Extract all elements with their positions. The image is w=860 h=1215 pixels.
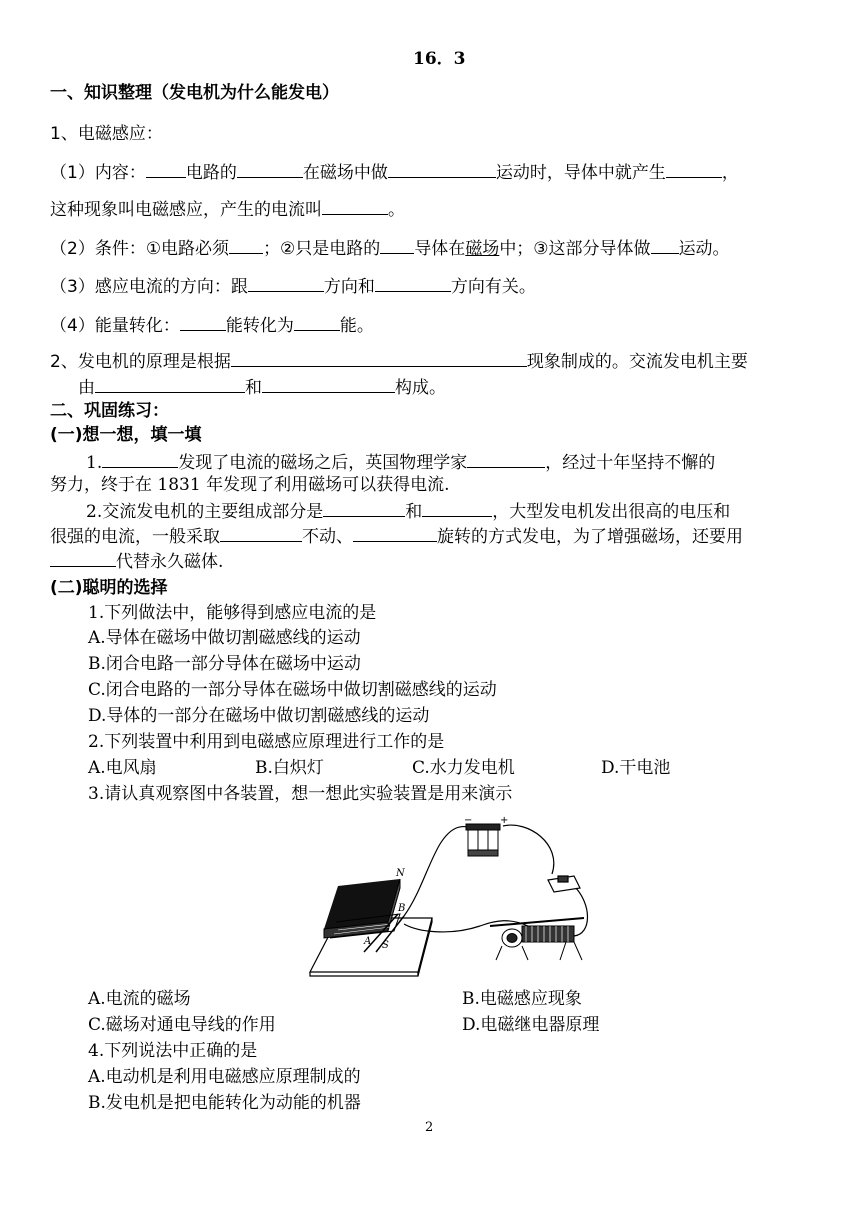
mc1-option-d: D.导体的一部分在磁场中做切割磁感线的运动 bbox=[88, 706, 430, 726]
text: 和 bbox=[245, 378, 262, 398]
blank bbox=[237, 160, 303, 178]
sub-heading-2: (二)聪明的选择 bbox=[50, 578, 168, 598]
mc2-question: 2.下列装置中利用到电磁感应原理进行工作的是 bbox=[88, 732, 445, 752]
label-s: S bbox=[382, 940, 389, 951]
mc3-question: 3.请认真观察图中各装置，想一想此实验装置是用来演示 bbox=[88, 784, 513, 804]
label-minus: − bbox=[464, 815, 473, 826]
text: 磁场 bbox=[465, 239, 500, 259]
mc2-option-d: D.干电池 bbox=[601, 758, 671, 778]
text: 能。 bbox=[339, 316, 374, 336]
text: 很强的电流，一般采取 bbox=[50, 527, 220, 547]
text: 这种现象叫电磁感应，产生的电流叫 bbox=[50, 200, 322, 220]
battery-icon bbox=[466, 824, 500, 856]
blank bbox=[666, 160, 722, 178]
mc3-option-d: D.电磁继电器原理 bbox=[462, 1015, 600, 1035]
blank bbox=[294, 313, 340, 331]
electromagnet-icon bbox=[490, 918, 584, 960]
text: 在磁场中做 bbox=[302, 163, 388, 183]
mc3-option-a: A.电流的磁场 bbox=[88, 989, 191, 1009]
page-title: 16．3 bbox=[413, 49, 466, 69]
blank bbox=[220, 524, 302, 542]
content-line bbox=[50, 197, 405, 221]
blank bbox=[380, 236, 414, 254]
text: （3）感应电流的方向：跟 bbox=[50, 277, 248, 297]
text: 导体在 bbox=[414, 239, 466, 259]
text: ，大型发电机发出很高的电压和 bbox=[492, 502, 731, 522]
condition-line bbox=[50, 236, 730, 260]
mc3-option-c: C.磁场对通电导线的作用 bbox=[88, 1015, 276, 1035]
label-plus: + bbox=[500, 815, 509, 826]
text: 代替永久磁体. bbox=[116, 552, 224, 572]
mc1-option-c: C.闭合电路的一部分导体在磁场中做切割磁感线的运动 bbox=[88, 680, 497, 700]
text: （4）能量转化： bbox=[50, 316, 180, 336]
text: （2）条件：①电路必须 bbox=[50, 239, 230, 259]
mc3-option-b: B.电磁感应现象 bbox=[462, 989, 582, 1009]
text: 不动、 bbox=[302, 527, 353, 547]
label-n: N bbox=[396, 868, 405, 879]
blank bbox=[229, 236, 263, 254]
blank bbox=[146, 160, 186, 178]
mc2-option-b: B.白炽灯 bbox=[255, 758, 324, 778]
text: 和 bbox=[405, 502, 423, 522]
mc2-option-c: C.水力发电机 bbox=[412, 758, 515, 778]
text: 电路的 bbox=[185, 163, 237, 183]
energy-line bbox=[50, 313, 374, 337]
blank bbox=[467, 450, 545, 468]
text: 构成。 bbox=[395, 378, 446, 398]
blank bbox=[651, 236, 679, 254]
fill-q2 bbox=[86, 499, 730, 523]
experiment-figure bbox=[300, 814, 610, 986]
section-heading-2: 二、巩固练习： bbox=[50, 401, 169, 421]
item-2 bbox=[50, 349, 748, 373]
text: 运动时，导体中就产生 bbox=[495, 163, 666, 183]
blank bbox=[422, 499, 492, 517]
mc4-option-a: A.电动机是利用电磁感应原理制成的 bbox=[88, 1067, 361, 1087]
text: 方向有关。 bbox=[450, 277, 536, 297]
text: 运动。 bbox=[678, 239, 730, 259]
fill-q1 bbox=[86, 450, 715, 474]
item-2-cont bbox=[78, 375, 446, 399]
text: 中；③这部分导体做 bbox=[499, 239, 651, 259]
text: 旋转的方式发电，为了增强磁场，还要用 bbox=[437, 527, 743, 547]
magnet-icon bbox=[324, 879, 400, 938]
text: 1. bbox=[86, 453, 103, 473]
blank bbox=[95, 375, 245, 393]
sub-heading-1: (一)想一想，填一填 bbox=[50, 425, 202, 445]
blank bbox=[375, 274, 451, 292]
mc4-option-b: B.发电机是把电能转化为动能的机器 bbox=[88, 1093, 361, 1113]
text: ，经过十年坚持不懈的 bbox=[545, 453, 716, 473]
fill-q1-cont: 努力，终于在 1831 年发现了利用磁场可以获得电流. bbox=[50, 475, 450, 495]
text: 2、发电机的原理是根据 bbox=[50, 352, 231, 372]
section-heading-1: 一、知识整理（发电机为什么能发电） bbox=[50, 83, 339, 103]
page-number: 2 bbox=[425, 1120, 434, 1135]
label-b: B bbox=[398, 903, 406, 914]
text: （1）内容： bbox=[50, 163, 146, 183]
text: 发现了电流的磁场之后，英国物理学家 bbox=[178, 453, 468, 473]
blank bbox=[388, 160, 496, 178]
blank bbox=[50, 549, 116, 567]
fill-q2-cont bbox=[50, 524, 743, 548]
switch-icon bbox=[548, 876, 580, 892]
mc1-question: 1.下列做法中，能够得到感应电流的是 bbox=[88, 603, 377, 623]
text: ；②只是电路的 bbox=[263, 239, 381, 259]
blank bbox=[322, 197, 388, 215]
blank bbox=[248, 274, 324, 292]
mc1-option-a: A.导体在磁场中做切割磁感线的运动 bbox=[88, 628, 361, 648]
label-a: A bbox=[364, 936, 372, 947]
mc2-option-a: A.电风扇 bbox=[88, 758, 157, 778]
item-1: 1、电磁感应： bbox=[50, 124, 163, 144]
content-line bbox=[50, 160, 739, 184]
mc4-question: 4.下列说法中正确的是 bbox=[88, 1041, 258, 1061]
fill-q2-cont2 bbox=[50, 549, 223, 573]
blank bbox=[231, 349, 527, 367]
text: 2.交流发电机的主要组成部分是 bbox=[86, 502, 324, 522]
text: 。 bbox=[388, 200, 405, 220]
direction-line bbox=[50, 274, 536, 298]
text: 能转化为 bbox=[225, 316, 294, 336]
blank bbox=[353, 524, 437, 542]
text: 现象制成的。交流发电机主要 bbox=[526, 352, 748, 372]
blank bbox=[102, 450, 178, 468]
mc1-option-b: B.闭合电路一部分导体在磁场中运动 bbox=[88, 654, 361, 674]
text: 由 bbox=[78, 378, 95, 398]
blank bbox=[180, 313, 226, 331]
text: ， bbox=[721, 163, 739, 183]
blank bbox=[262, 375, 395, 393]
blank bbox=[323, 499, 405, 517]
text: 方向和 bbox=[323, 277, 375, 297]
